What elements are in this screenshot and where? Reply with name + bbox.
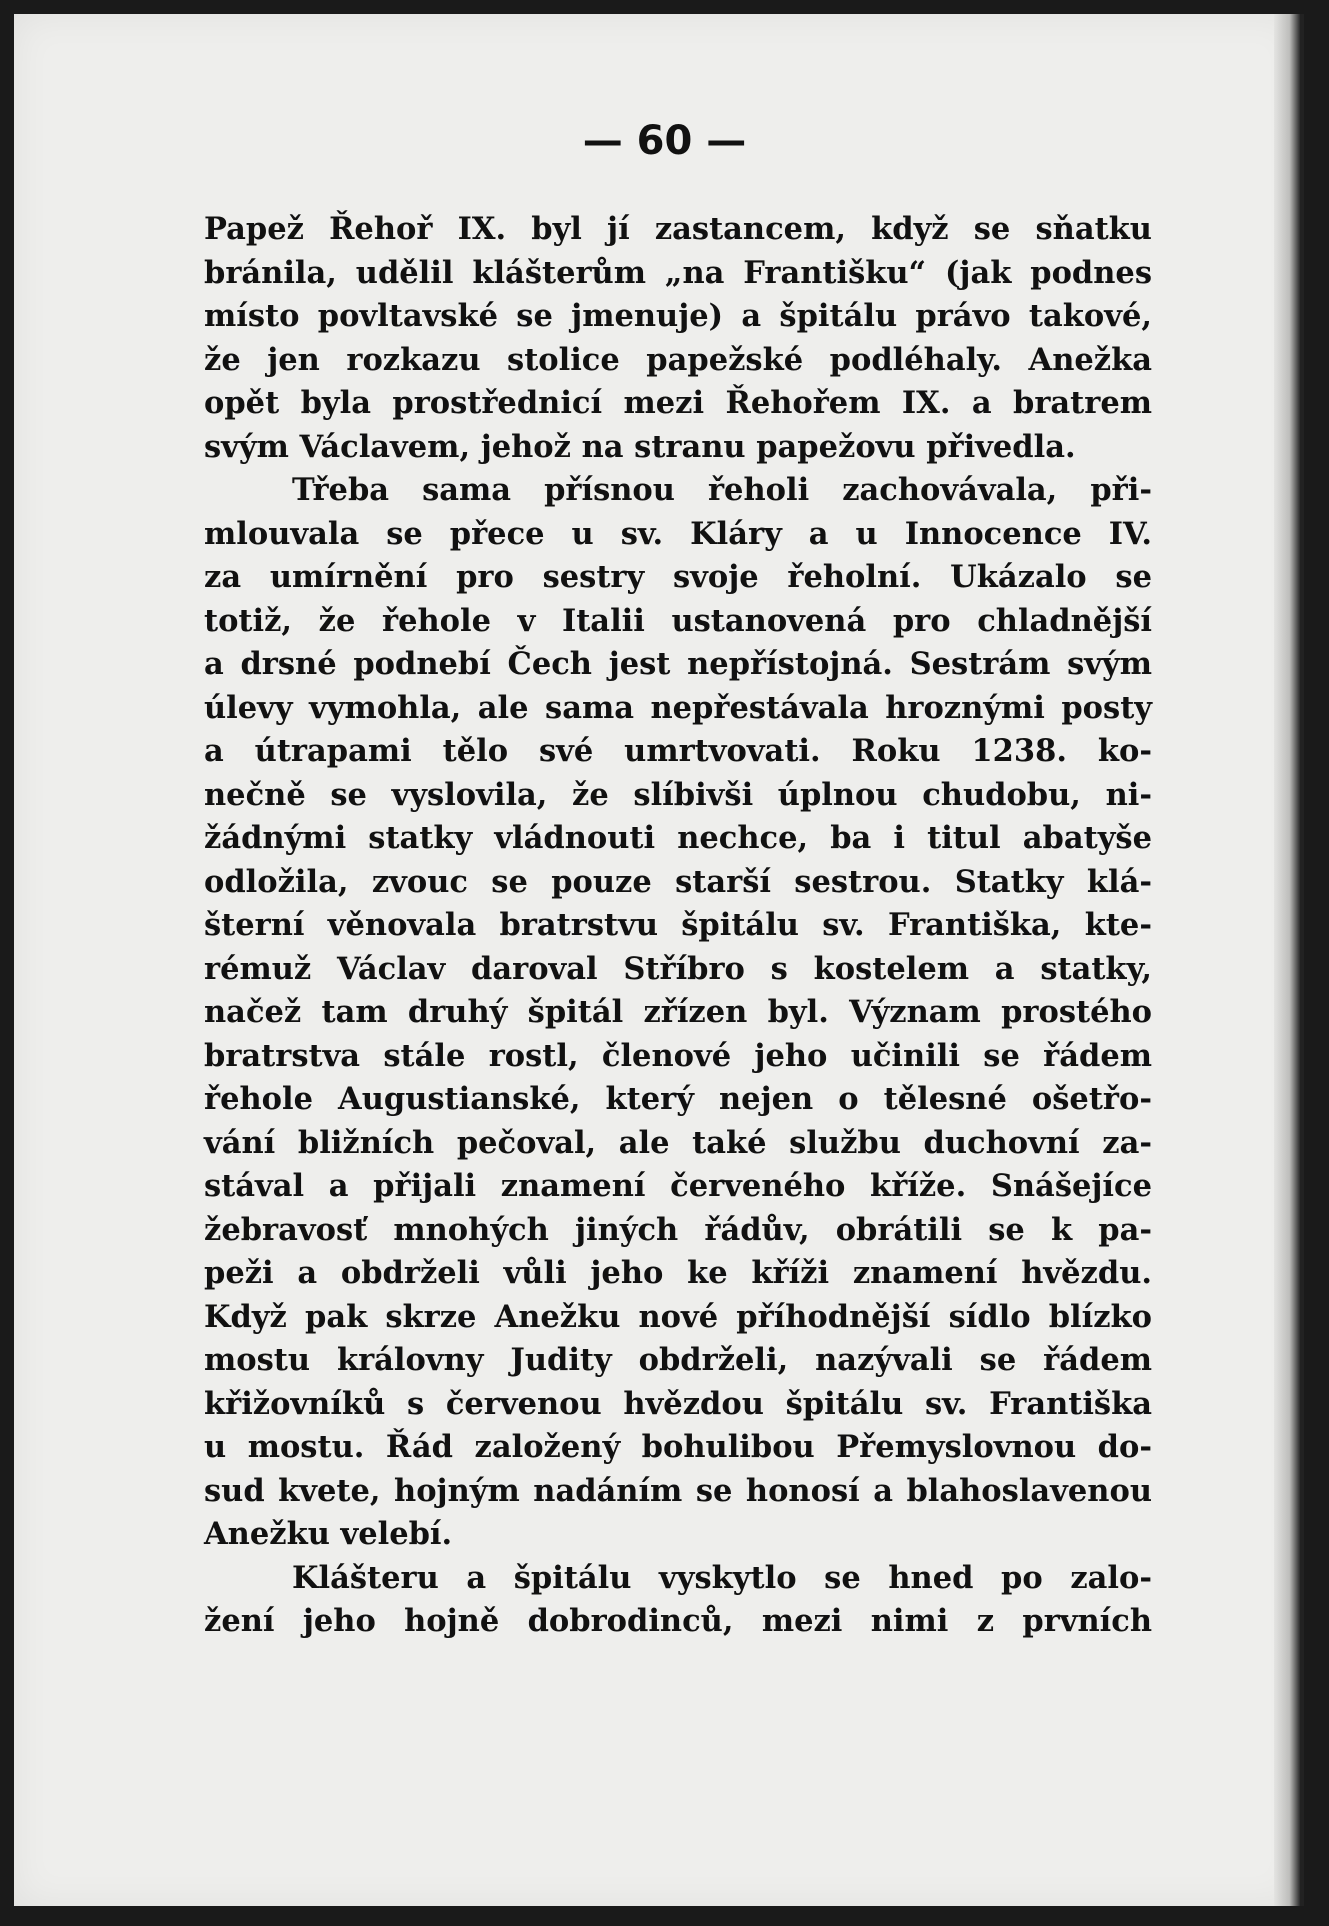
- text-line: Klášteru a špitálu vyskytlo se hned po zalo-: [292, 1559, 1152, 1596]
- text-line: Papež Řehoř IX. byl jí zastancem, když se sňatku: [204, 211, 1152, 247]
- text-line: Když pak skrze Anežku nové příhodnější sídlo blízko: [204, 1298, 1152, 1335]
- text-line: místo povltavské se jmenuje) a špitálu právo takové,: [204, 298, 1152, 334]
- text-line: odložila, zvouc se pouze starší sestrou. Statky klá-: [204, 863, 1152, 900]
- page-number: — 60 —: [582, 118, 747, 164]
- text-line: u mostu. Řád založený bohulibou Přemyslovnou do-: [204, 1429, 1152, 1465]
- text-line: stával a přijali znamení červeného kříže. Snášejíce: [204, 1168, 1152, 1204]
- text-line: a drsné podnebí Čech jest nepřístojná. Sestrám svým: [204, 646, 1152, 682]
- text-line: totiž, že řehole v Italii ustanovená pro chladnější: [204, 602, 1152, 639]
- text-line: peži a obdrželi vůli jeho ke kříži znamení hvězdu.: [204, 1255, 1152, 1291]
- text-line: a útrapami tělo své umrtvovati. Roku 1238. ko-: [204, 733, 1152, 769]
- text-line: že jen rozkazu stolice papežské podléhaly. Anežka: [204, 341, 1152, 378]
- text-line: křižovníků s červenou hvězdou špitálu sv. Františka: [204, 1385, 1152, 1422]
- text-line: bránila, udělil klášterům „na Františku“ (jak podnes: [204, 254, 1152, 291]
- text-line: bratrstva stále rostl, členové jeho učinili se řádem: [204, 1037, 1152, 1074]
- text-line: za umírnění pro sestry svoje řeholní. Ukázalo se: [204, 559, 1152, 595]
- paragraph: [204, 1557, 1152, 1644]
- text-line: žádnými statky vládnouti nechce, ba i titul abatyše: [204, 820, 1152, 856]
- text-line: Třeba sama přísnou řeholi zachovávala, při-: [292, 472, 1152, 508]
- text-line: Anežku velebí.: [204, 1516, 453, 1552]
- text-line: načež tam druhý špitál zřízen byl. Význam prostého: [204, 994, 1152, 1030]
- text-line: řehole Augustianské, který nejen o tělesné ošetřo-: [204, 1081, 1152, 1117]
- body-text: [204, 208, 1152, 1644]
- text-line: šterní věnovala bratrstvu špitálu sv. Františka, kte-: [204, 907, 1152, 943]
- text-line: mlouvala se přece u sv. Kláry a u Innocence IV.: [204, 515, 1152, 552]
- text-line: žebravosť mnohých jiných řádův, obrátili se k pa-: [204, 1211, 1152, 1248]
- paragraph: [204, 469, 1152, 1557]
- text-line: mostu královny Judity obdrželi, nazývali se řádem: [204, 1342, 1152, 1378]
- text-line: žení jeho hojně dobrodinců, mezi nimi z prvních: [204, 1603, 1152, 1639]
- text-line: nečně se vyslovila, že slíbivši úplnou chudobu, ni-: [204, 776, 1152, 813]
- text-line: vání bližních pečoval, ale také službu duchovní za-: [204, 1124, 1152, 1161]
- paragraph: [204, 208, 1152, 469]
- text-line: rémuž Václav daroval Stříbro s kostelem a statky,: [204, 950, 1152, 987]
- text-line: svým Václavem, jehož na stranu papežovu přivedla.: [204, 428, 1076, 465]
- text-line: úlevy vymohla, ale sama nepřestávala hroznými posty: [204, 689, 1152, 726]
- text-line: sud kvete, hojným nadáním se honosí a blahoslavenou: [204, 1472, 1152, 1509]
- text-line: opět byla prostřednicí mezi Řehořem IX. a bratrem: [204, 385, 1152, 421]
- page-binding-edge: [1274, 14, 1300, 1906]
